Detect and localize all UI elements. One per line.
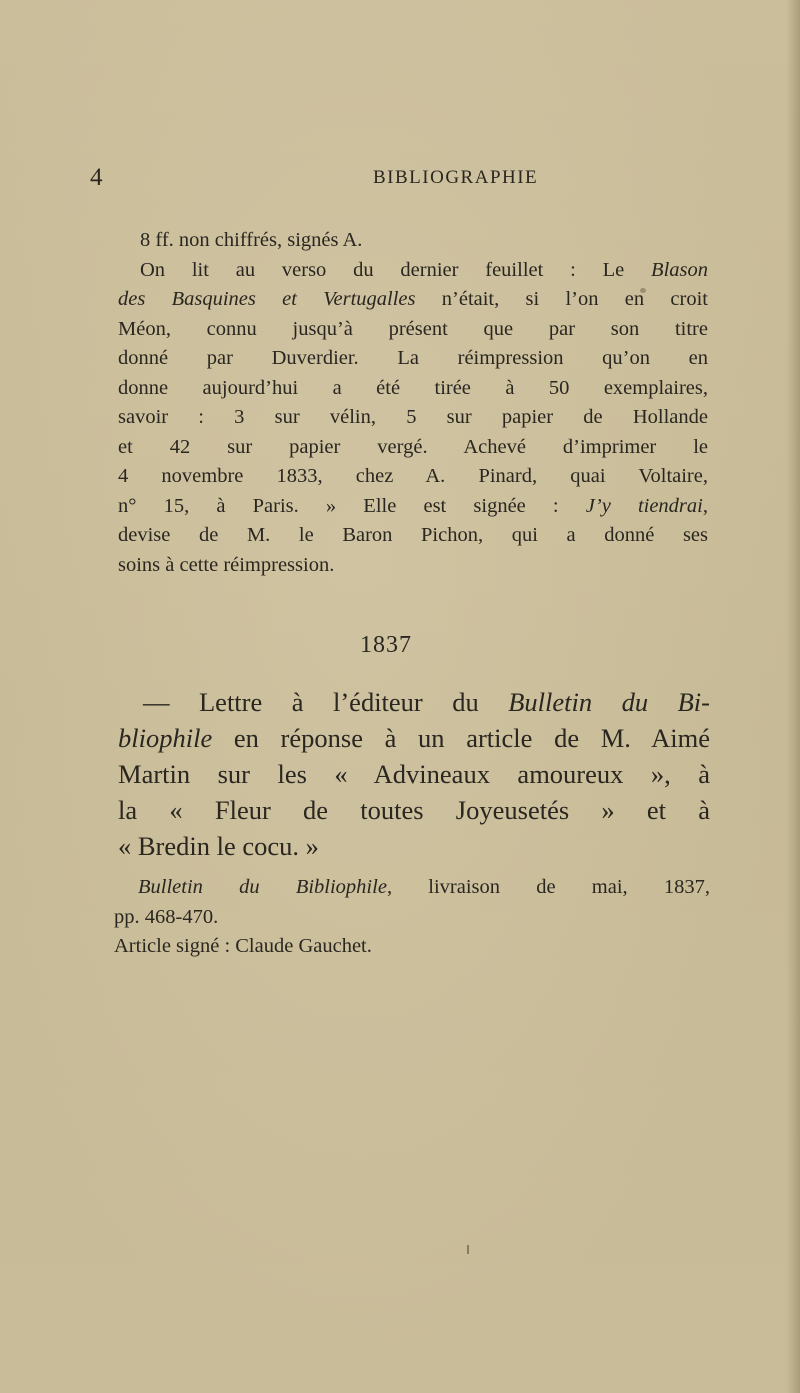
page-edge-shadow: [786, 0, 800, 1393]
notice-line: Méon, connu jusqu’à présent que par son titre: [118, 317, 708, 340]
source-note: [114, 873, 710, 962]
notice-line: savoir : 3 sur vélin, 5 sur papier de Hollande: [118, 406, 708, 428]
notice-line: donne aujourd’hui a été tirée à 50 exemplaires,: [118, 376, 708, 399]
notice-line: et 42 sur papier vergé. Achevé d’imprimer le: [118, 435, 708, 458]
page-header: [0, 163, 800, 193]
page-number: 4: [90, 164, 103, 191]
entry-line: « Bredin le cocu. »: [118, 831, 319, 861]
entry-line: bliophile en réponse à un article de M. Aimé: [118, 723, 710, 753]
notice-line: donné par Duverdier. La réimpression qu’on en: [118, 347, 708, 369]
bibliography-entry: [118, 684, 710, 864]
notice-line: On lit au verso du dernier feuillet : Le Blason: [140, 258, 708, 281]
page-mark: [467, 1245, 469, 1254]
entry-line: — Lettre à l’éditeur du Bulletin du Bi-: [143, 687, 710, 717]
ink-speck: [640, 288, 646, 293]
notice-line: des Basquines et Vertugalles n’était, si l’on en croit: [118, 288, 708, 310]
journal-title-italic: bliophile: [118, 723, 213, 753]
notice-line: devise de M. le Baron Pichon, qui a donné ses: [118, 524, 708, 546]
journal-title-italic: Bulletin du Bi-: [508, 687, 710, 717]
running-title: BIBLIOGRAPHIE: [373, 167, 539, 188]
source-line: pp. 468-470.: [114, 905, 219, 928]
year-heading: 1837: [360, 632, 412, 658]
motto-italic: J’y tiendrai: [585, 494, 703, 517]
notice-paragraph: [118, 226, 708, 580]
source-line: Bulletin du Bibliophile, livraison de mai, 1837,: [138, 876, 710, 898]
notice-line: 8 ff. non chiffrés, signés A.: [140, 229, 363, 251]
title-italic: Blason: [651, 258, 708, 281]
title-italic: Basquines et Vertugalles: [171, 288, 416, 310]
notice-line: soins à cette réimpression.: [118, 553, 335, 576]
source-line: Article signé : Claude Gauchet.: [114, 935, 372, 957]
entry-line: la « Fleur de toutes Joyeusetés » et à: [118, 795, 710, 825]
notice-line: 4 novembre 1833, chez A. Pinard, quai Voltaire,: [118, 465, 708, 487]
title-italic: des: [118, 288, 172, 310]
notice-line: n° 15, à Paris. » Elle est signée : J’y tiendrai,: [118, 494, 708, 517]
journal-title-italic: Bulletin du Bibliophile: [138, 876, 387, 898]
entry-line: Martin sur les « Advineaux amoureux », à: [118, 759, 710, 789]
